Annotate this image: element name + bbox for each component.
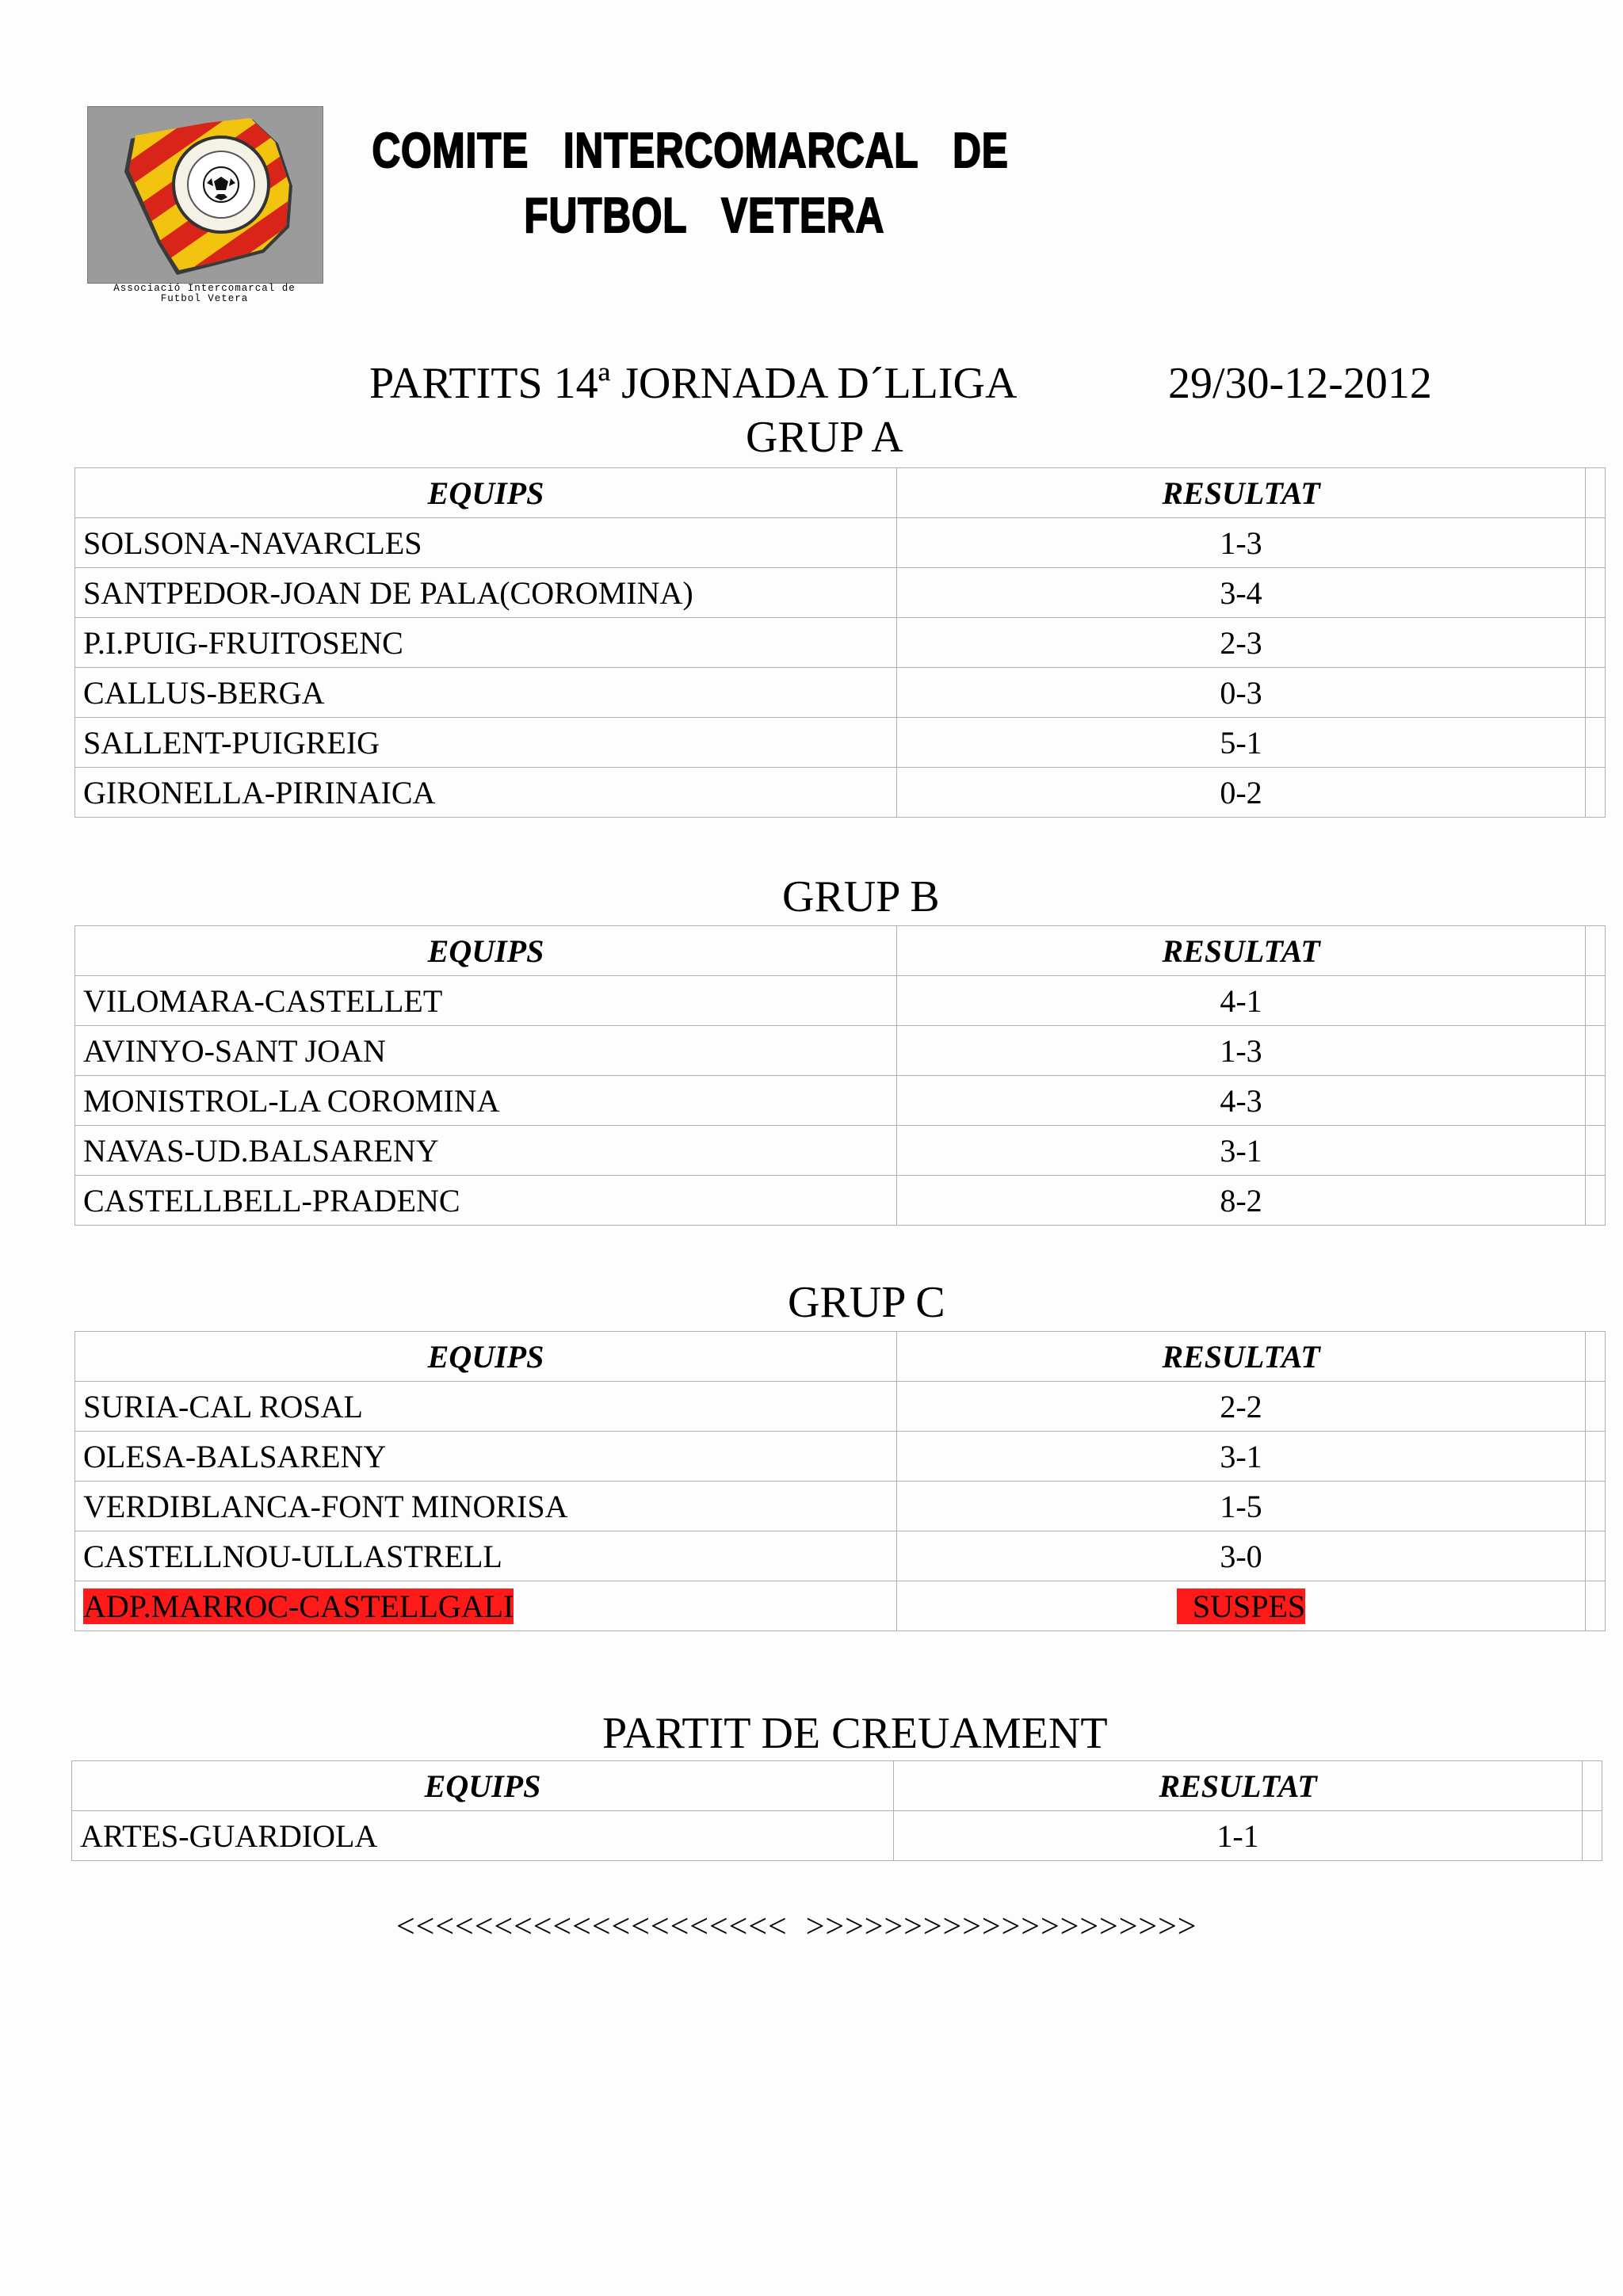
teams-column-header: EQUIPS (75, 1332, 897, 1382)
spacer-cell (1586, 1432, 1606, 1482)
match-teams-cell (75, 1581, 897, 1631)
table-row (75, 1126, 1606, 1176)
table-row (75, 768, 1606, 818)
match-result: 1-3 (897, 518, 1586, 568)
jornada-date: 29/30-12-2012 (1168, 359, 1432, 408)
match-result: 3-1 (897, 1432, 1586, 1482)
logo-caption-line2: Futbol Vetera (160, 293, 249, 304)
group-b-table (74, 925, 1606, 1226)
table-row (75, 1432, 1606, 1482)
spacer-cell (1586, 618, 1606, 668)
match-teams: CASTELLBELL-PRADENC (75, 1176, 897, 1226)
match-teams: SANTPEDOR-JOAN DE PALA(COROMINA) (75, 568, 897, 618)
logo-caption-line1: Associació Intercomarcal de (113, 283, 296, 294)
crossover-title: PARTIT DE CREUAMENT (602, 1709, 1108, 1758)
spacer-cell (1586, 1026, 1606, 1076)
group-b-title: GRUP B (782, 872, 940, 921)
jornada-heading (369, 358, 1432, 409)
match-teams: SOLSONA-NAVARCLES (75, 518, 897, 568)
match-result: 4-1 (897, 976, 1586, 1026)
table-row (75, 618, 1606, 668)
spacer-cell (1586, 518, 1606, 568)
catalonia-pin-icon (88, 107, 323, 283)
table-header-row (75, 468, 1606, 518)
table-row (75, 668, 1606, 718)
spacer-cell (1583, 1761, 1602, 1811)
teams-column-header: EQUIPS (75, 468, 897, 518)
match-result: 4-3 (897, 1076, 1586, 1126)
match-result-cell (897, 1581, 1586, 1631)
match-result: 1-1 (894, 1811, 1583, 1861)
spacer-cell (1586, 568, 1606, 618)
group-a-table (74, 467, 1606, 818)
table-row (75, 1382, 1606, 1432)
match-teams: SURIA-CAL ROSAL (75, 1382, 897, 1432)
spacer-cell (1586, 1332, 1606, 1382)
org-title-line1: COMITE INTERCOMARCAL DE (372, 124, 1009, 178)
match-result: 2-3 (897, 618, 1586, 668)
table-header-row (72, 1761, 1602, 1811)
spacer-cell (1586, 1176, 1606, 1226)
result-column-header: RESULTAT (894, 1761, 1583, 1811)
table-row (75, 718, 1606, 768)
table-header-row (75, 1332, 1606, 1382)
suspended-result: SUSPES (1192, 1588, 1306, 1624)
table-row (75, 1076, 1606, 1126)
match-teams: SALLENT-PUIGREIG (75, 718, 897, 768)
match-result: 0-3 (897, 668, 1586, 718)
match-result: 1-5 (897, 1482, 1586, 1531)
match-teams: MONISTROL-LA COROMINA (75, 1076, 897, 1126)
spacer-cell (1586, 718, 1606, 768)
result-column-header: RESULTAT (897, 926, 1586, 976)
spacer-cell (1586, 976, 1606, 1026)
result-column-header: RESULTAT (897, 1332, 1586, 1382)
result-column-header: RESULTAT (897, 468, 1586, 518)
suspended-badge (1177, 1589, 1305, 1624)
spacer-cell (1586, 1382, 1606, 1432)
table-row (72, 1811, 1602, 1861)
match-teams: CASTELLNOU-ULLASTRELL (75, 1531, 897, 1581)
match-teams: NAVAS-UD.BALSARENY (75, 1126, 897, 1176)
table-header-row (75, 926, 1606, 976)
match-result: 3-1 (897, 1126, 1586, 1176)
table-row-suspended (75, 1581, 1606, 1631)
spacer-cell (1586, 1581, 1606, 1631)
table-row (75, 518, 1606, 568)
club-logo (87, 106, 323, 284)
spacer-cell (1586, 926, 1606, 976)
teams-column-header: EQUIPS (72, 1761, 894, 1811)
match-result: 3-4 (897, 568, 1586, 618)
match-teams: VERDIBLANCA-FONT MINORISA (75, 1482, 897, 1531)
footer-separator: <<<<<<<<<<<<<<<<<<<< >>>>>>>>>>>>>>>>>>>> (396, 1909, 1197, 1945)
teams-column-header: EQUIPS (75, 926, 897, 976)
organization-title (361, 119, 1009, 249)
spacer-cell (1586, 1076, 1606, 1126)
table-row (75, 568, 1606, 618)
match-result: 2-2 (897, 1382, 1586, 1432)
spacer-cell (1586, 468, 1606, 518)
logo-caption (79, 284, 330, 304)
match-teams: ARTES-GUARDIOLA (72, 1811, 894, 1861)
spacer-cell (1586, 768, 1606, 818)
match-result: 3-0 (897, 1531, 1586, 1581)
jornada-title: PARTITS 14ª JORNADA D´LLIGA (369, 359, 1018, 408)
group-c-title: GRUP C (788, 1278, 945, 1327)
match-teams: VILOMARA-CASTELLET (75, 976, 897, 1026)
match-teams: CALLUS-BERGA (75, 668, 897, 718)
spacer-cell (1586, 1126, 1606, 1176)
match-teams: OLESA-BALSARENY (75, 1432, 897, 1482)
table-row (75, 1176, 1606, 1226)
suspended-match-teams: ADP.MARROC-CASTELLGALI (83, 1588, 514, 1624)
spacer-cell (1586, 1531, 1606, 1581)
match-result: 0-2 (897, 768, 1586, 818)
group-a-title: GRUP A (746, 413, 903, 462)
org-title-line2: FUTBOL VETERA (524, 189, 885, 243)
match-result: 8-2 (897, 1176, 1586, 1226)
table-row (75, 1531, 1606, 1581)
table-row (75, 1026, 1606, 1076)
match-result: 1-3 (897, 1026, 1586, 1076)
spacer-cell (1586, 668, 1606, 718)
spacer-cell (1583, 1811, 1602, 1861)
crossover-table (71, 1760, 1602, 1861)
match-result: 5-1 (897, 718, 1586, 768)
group-c-table (74, 1331, 1606, 1631)
table-row (75, 1482, 1606, 1531)
table-row (75, 976, 1606, 1026)
match-teams: P.I.PUIG-FRUITOSENC (75, 618, 897, 668)
spacer-cell (1586, 1482, 1606, 1531)
match-teams: AVINYO-SANT JOAN (75, 1026, 897, 1076)
match-teams: GIRONELLA-PIRINAICA (75, 768, 897, 818)
